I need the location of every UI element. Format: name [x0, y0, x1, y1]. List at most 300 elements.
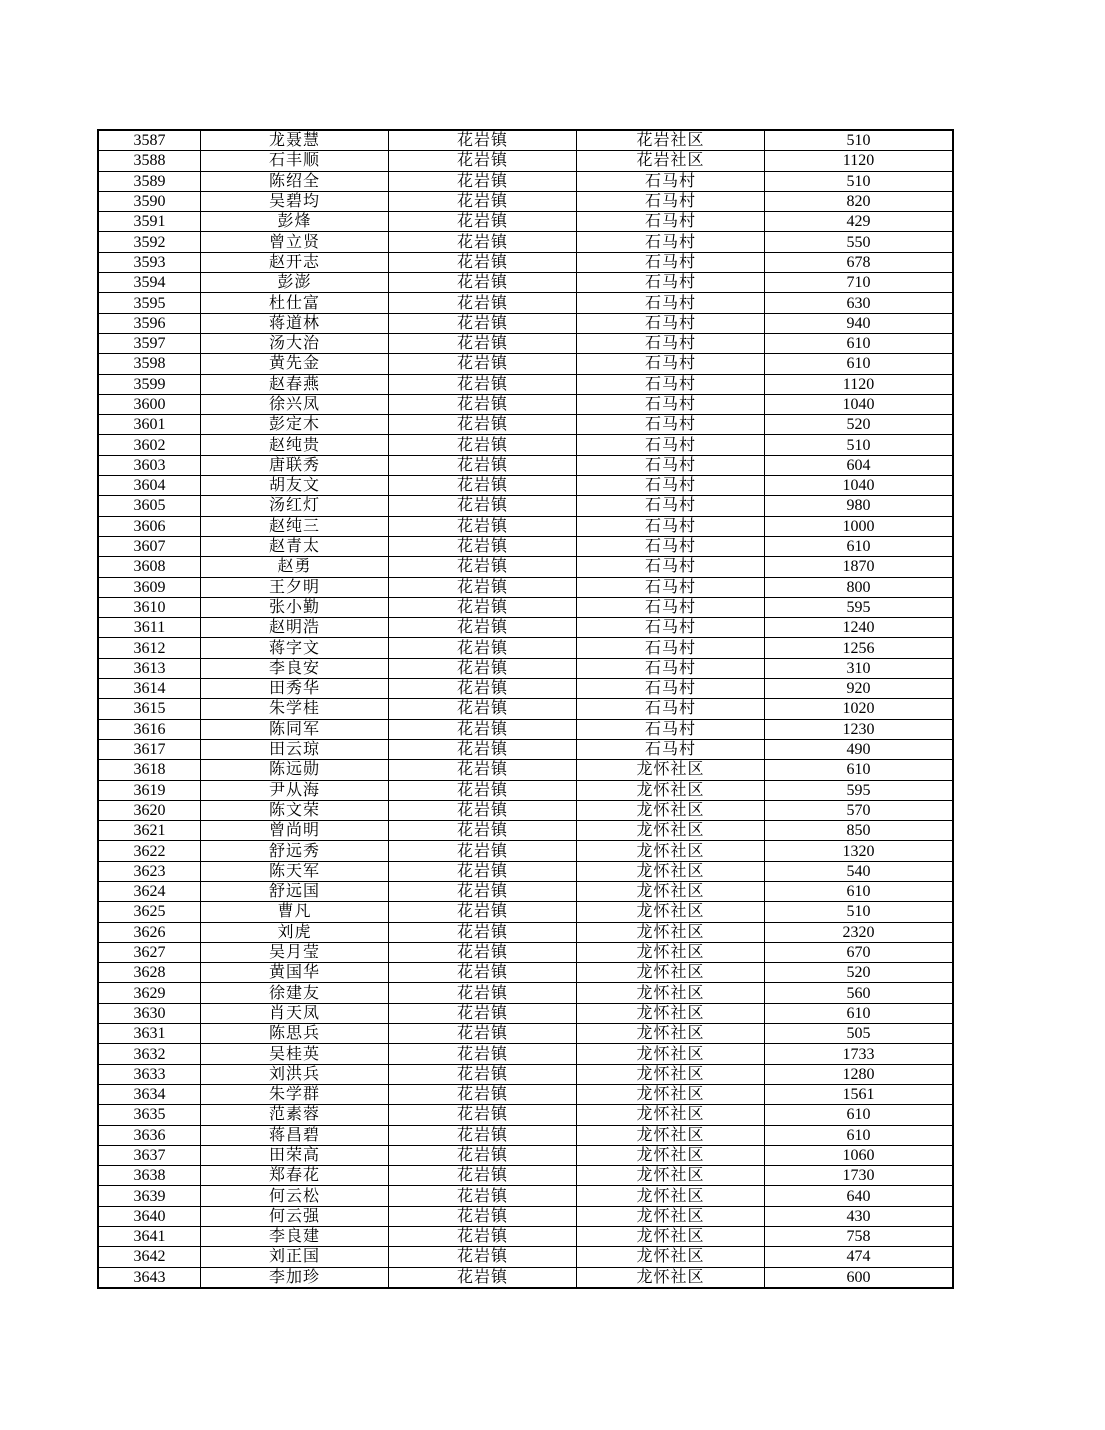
town-cell: 花岩镇: [389, 942, 577, 962]
table-row: [98, 1186, 953, 1206]
name-cell: 李加珍: [201, 1267, 389, 1288]
name-cell: 汤红灯: [201, 496, 389, 516]
table-row: [98, 1064, 953, 1084]
table-row: [98, 1206, 953, 1226]
row-number-cell: 3600: [98, 394, 201, 414]
amount-cell: 550: [765, 232, 954, 252]
name-cell: 王夕明: [201, 577, 389, 597]
name-cell: 刘虎: [201, 922, 389, 942]
table-row: [98, 557, 953, 577]
table-row: [98, 313, 953, 333]
row-number-cell: 3629: [98, 983, 201, 1003]
name-cell: 郑春花: [201, 1166, 389, 1186]
village-cell: 花岩社区: [577, 130, 765, 151]
name-cell: 陈绍全: [201, 171, 389, 191]
row-number-cell: 3608: [98, 557, 201, 577]
village-cell: 石马村: [577, 232, 765, 252]
name-cell: 张小勤: [201, 597, 389, 617]
town-cell: 花岩镇: [389, 1227, 577, 1247]
town-cell: 花岩镇: [389, 638, 577, 658]
row-number-cell: 3641: [98, 1227, 201, 1247]
town-cell: 花岩镇: [389, 577, 577, 597]
town-cell: 花岩镇: [389, 1044, 577, 1064]
village-cell: 龙怀社区: [577, 1003, 765, 1023]
village-cell: 龙怀社区: [577, 902, 765, 922]
table-row: [98, 1084, 953, 1104]
row-number-cell: 3616: [98, 719, 201, 739]
amount-cell: 610: [765, 333, 954, 353]
row-number-cell: 3626: [98, 922, 201, 942]
amount-cell: 510: [765, 435, 954, 455]
name-cell: 彭定木: [201, 415, 389, 435]
row-number-cell: 3638: [98, 1166, 201, 1186]
table-row: [98, 983, 953, 1003]
table-row: [98, 1227, 953, 1247]
town-cell: 花岩镇: [389, 293, 577, 313]
row-number-cell: 3630: [98, 1003, 201, 1023]
amount-cell: 1280: [765, 1064, 954, 1084]
name-cell: 舒远国: [201, 881, 389, 901]
name-cell: 赵勇: [201, 557, 389, 577]
name-cell: 何云松: [201, 1186, 389, 1206]
amount-cell: 600: [765, 1267, 954, 1288]
table-row: [98, 861, 953, 881]
village-cell: 石马村: [577, 679, 765, 699]
row-number-cell: 3617: [98, 739, 201, 759]
name-cell: 赵纯贵: [201, 435, 389, 455]
name-cell: 朱学桂: [201, 699, 389, 719]
table-row: [98, 394, 953, 414]
row-number-cell: 3637: [98, 1145, 201, 1165]
table-row: [98, 1267, 953, 1288]
town-cell: 花岩镇: [389, 780, 577, 800]
amount-cell: 560: [765, 983, 954, 1003]
row-number-cell: 3635: [98, 1105, 201, 1125]
row-number-cell: 3609: [98, 577, 201, 597]
amount-cell: 505: [765, 1024, 954, 1044]
village-cell: 石马村: [577, 496, 765, 516]
town-cell: 花岩镇: [389, 1166, 577, 1186]
town-cell: 花岩镇: [389, 597, 577, 617]
table-row: [98, 415, 953, 435]
name-cell: 尹从海: [201, 780, 389, 800]
village-cell: 龙怀社区: [577, 1084, 765, 1104]
village-cell: 龙怀社区: [577, 1125, 765, 1145]
town-cell: 花岩镇: [389, 273, 577, 293]
table-row: [98, 435, 953, 455]
table-row: [98, 821, 953, 841]
village-cell: 花岩社区: [577, 151, 765, 171]
name-cell: 徐建友: [201, 983, 389, 1003]
name-cell: 蒋昌碧: [201, 1125, 389, 1145]
village-cell: 石马村: [577, 536, 765, 556]
amount-cell: 610: [765, 536, 954, 556]
row-number-cell: 3611: [98, 618, 201, 638]
town-cell: 花岩镇: [389, 1145, 577, 1165]
amount-cell: 1120: [765, 151, 954, 171]
table-row: [98, 1003, 953, 1023]
amount-cell: 800: [765, 577, 954, 597]
name-cell: 赵开志: [201, 252, 389, 272]
table-row: [98, 922, 953, 942]
amount-cell: 430: [765, 1206, 954, 1226]
row-number-cell: 3605: [98, 496, 201, 516]
amount-cell: 490: [765, 739, 954, 759]
village-cell: 龙怀社区: [577, 1024, 765, 1044]
row-number-cell: 3593: [98, 252, 201, 272]
village-cell: 龙怀社区: [577, 983, 765, 1003]
amount-cell: 510: [765, 130, 954, 151]
amount-cell: 595: [765, 780, 954, 800]
name-cell: 吴碧均: [201, 191, 389, 211]
row-number-cell: 3634: [98, 1084, 201, 1104]
village-cell: 石马村: [577, 577, 765, 597]
name-cell: 曾尚明: [201, 821, 389, 841]
table-row: [98, 252, 953, 272]
town-cell: 花岩镇: [389, 516, 577, 536]
village-cell: 龙怀社区: [577, 861, 765, 881]
table-row: [98, 476, 953, 496]
town-cell: 花岩镇: [389, 1064, 577, 1084]
name-cell: 肖天凤: [201, 1003, 389, 1023]
village-cell: 石马村: [577, 252, 765, 272]
amount-cell: 1060: [765, 1145, 954, 1165]
row-number-cell: 3615: [98, 699, 201, 719]
village-cell: 龙怀社区: [577, 821, 765, 841]
amount-cell: 510: [765, 171, 954, 191]
amount-cell: 1040: [765, 394, 954, 414]
row-number-cell: 3631: [98, 1024, 201, 1044]
table-row: [98, 699, 953, 719]
town-cell: 花岩镇: [389, 658, 577, 678]
table-row: [98, 1247, 953, 1267]
name-cell: 陈思兵: [201, 1024, 389, 1044]
row-number-cell: 3620: [98, 800, 201, 820]
village-cell: 石马村: [577, 455, 765, 475]
row-number-cell: 3597: [98, 333, 201, 353]
village-cell: 龙怀社区: [577, 760, 765, 780]
town-cell: 花岩镇: [389, 1206, 577, 1226]
village-cell: 龙怀社区: [577, 1267, 765, 1288]
village-cell: 龙怀社区: [577, 1044, 765, 1064]
row-number-cell: 3636: [98, 1125, 201, 1145]
town-cell: 花岩镇: [389, 333, 577, 353]
name-cell: 刘洪兵: [201, 1064, 389, 1084]
row-number-cell: 3613: [98, 658, 201, 678]
amount-cell: 1240: [765, 618, 954, 638]
town-cell: 花岩镇: [389, 374, 577, 394]
table-row: [98, 232, 953, 252]
village-cell: 龙怀社区: [577, 800, 765, 820]
name-cell: 刘正国: [201, 1247, 389, 1267]
village-cell: 石马村: [577, 638, 765, 658]
amount-cell: 1561: [765, 1084, 954, 1104]
amount-cell: 610: [765, 1003, 954, 1023]
row-number-cell: 3589: [98, 171, 201, 191]
row-number-cell: 3603: [98, 455, 201, 475]
table-row: [98, 963, 953, 983]
village-cell: 石马村: [577, 597, 765, 617]
row-number-cell: 3607: [98, 536, 201, 556]
amount-cell: 610: [765, 354, 954, 374]
row-number-cell: 3621: [98, 821, 201, 841]
amount-cell: 920: [765, 679, 954, 699]
amount-cell: 640: [765, 1186, 954, 1206]
name-cell: 胡友文: [201, 476, 389, 496]
table-row: [98, 333, 953, 353]
town-cell: 花岩镇: [389, 1125, 577, 1145]
village-cell: 龙怀社区: [577, 1166, 765, 1186]
town-cell: 花岩镇: [389, 1003, 577, 1023]
name-cell: 吴桂英: [201, 1044, 389, 1064]
town-cell: 花岩镇: [389, 557, 577, 577]
town-cell: 花岩镇: [389, 191, 577, 211]
row-number-cell: 3595: [98, 293, 201, 313]
table-row: [98, 171, 953, 191]
amount-cell: 1040: [765, 476, 954, 496]
row-number-cell: 3622: [98, 841, 201, 861]
name-cell: 彭烽: [201, 212, 389, 232]
name-cell: 黄国华: [201, 963, 389, 983]
amount-cell: 604: [765, 455, 954, 475]
row-number-cell: 3588: [98, 151, 201, 171]
table-row: [98, 719, 953, 739]
table-row: [98, 881, 953, 901]
amount-cell: 1870: [765, 557, 954, 577]
town-cell: 花岩镇: [389, 841, 577, 861]
amount-cell: 678: [765, 252, 954, 272]
amount-cell: 940: [765, 313, 954, 333]
name-cell: 曾立贤: [201, 232, 389, 252]
town-cell: 花岩镇: [389, 1105, 577, 1125]
name-cell: 蒋道林: [201, 313, 389, 333]
table-row: [98, 942, 953, 962]
town-cell: 花岩镇: [389, 1084, 577, 1104]
row-number-cell: 3632: [98, 1044, 201, 1064]
amount-cell: 758: [765, 1227, 954, 1247]
town-cell: 花岩镇: [389, 435, 577, 455]
table-row: [98, 191, 953, 211]
village-cell: 石马村: [577, 739, 765, 759]
table-row: [98, 618, 953, 638]
village-cell: 石马村: [577, 415, 765, 435]
village-cell: 石马村: [577, 719, 765, 739]
amount-cell: 1320: [765, 841, 954, 861]
amount-cell: 610: [765, 1105, 954, 1125]
amount-cell: 850: [765, 821, 954, 841]
village-cell: 龙怀社区: [577, 942, 765, 962]
row-number-cell: 3627: [98, 942, 201, 962]
table-row: [98, 1125, 953, 1145]
table-row: [98, 354, 953, 374]
village-cell: 龙怀社区: [577, 1206, 765, 1226]
town-cell: 花岩镇: [389, 618, 577, 638]
village-cell: 石马村: [577, 273, 765, 293]
village-cell: 石马村: [577, 394, 765, 414]
village-cell: 龙怀社区: [577, 841, 765, 861]
amount-cell: 310: [765, 658, 954, 678]
town-cell: 花岩镇: [389, 679, 577, 699]
row-number-cell: 3594: [98, 273, 201, 293]
town-cell: 花岩镇: [389, 171, 577, 191]
name-cell: 曹凡: [201, 902, 389, 922]
name-cell: 赵明浩: [201, 618, 389, 638]
amount-cell: 595: [765, 597, 954, 617]
table-row: [98, 780, 953, 800]
row-number-cell: 3599: [98, 374, 201, 394]
village-cell: 石马村: [577, 699, 765, 719]
row-number-cell: 3643: [98, 1267, 201, 1288]
table-row: [98, 1105, 953, 1125]
row-number-cell: 3596: [98, 313, 201, 333]
village-cell: 石马村: [577, 476, 765, 496]
amount-cell: 980: [765, 496, 954, 516]
table-row: [98, 760, 953, 780]
row-number-cell: 3591: [98, 212, 201, 232]
town-cell: 花岩镇: [389, 821, 577, 841]
table-row: [98, 130, 953, 151]
village-cell: 龙怀社区: [577, 780, 765, 800]
row-number-cell: 3592: [98, 232, 201, 252]
row-number-cell: 3604: [98, 476, 201, 496]
amount-cell: 610: [765, 1125, 954, 1145]
village-cell: 龙怀社区: [577, 1064, 765, 1084]
amount-cell: 1733: [765, 1044, 954, 1064]
town-cell: 花岩镇: [389, 861, 577, 881]
village-cell: 石马村: [577, 435, 765, 455]
amount-cell: 429: [765, 212, 954, 232]
name-cell: 杜仕富: [201, 293, 389, 313]
table-row: [98, 516, 953, 536]
name-cell: 何云强: [201, 1206, 389, 1226]
name-cell: 李良安: [201, 658, 389, 678]
town-cell: 花岩镇: [389, 212, 577, 232]
name-cell: 徐兴凤: [201, 394, 389, 414]
table-row: [98, 902, 953, 922]
name-cell: 彭澎: [201, 273, 389, 293]
village-cell: 龙怀社区: [577, 881, 765, 901]
village-cell: 石马村: [577, 333, 765, 353]
town-cell: 花岩镇: [389, 130, 577, 151]
village-cell: 龙怀社区: [577, 1247, 765, 1267]
town-cell: 花岩镇: [389, 739, 577, 759]
amount-cell: 710: [765, 273, 954, 293]
amount-cell: 540: [765, 861, 954, 881]
town-cell: 花岩镇: [389, 455, 577, 475]
village-cell: 龙怀社区: [577, 1186, 765, 1206]
row-number-cell: 3602: [98, 435, 201, 455]
row-number-cell: 3614: [98, 679, 201, 699]
village-cell: 石马村: [577, 557, 765, 577]
table-row: [98, 800, 953, 820]
name-cell: 汤大治: [201, 333, 389, 353]
amount-cell: 1120: [765, 374, 954, 394]
row-number-cell: 3625: [98, 902, 201, 922]
village-cell: 石马村: [577, 516, 765, 536]
row-number-cell: 3618: [98, 760, 201, 780]
row-number-cell: 3619: [98, 780, 201, 800]
amount-cell: 630: [765, 293, 954, 313]
name-cell: 陈远勋: [201, 760, 389, 780]
name-cell: 吴月莹: [201, 942, 389, 962]
village-cell: 石马村: [577, 313, 765, 333]
table-row: [98, 1024, 953, 1044]
amount-cell: 670: [765, 942, 954, 962]
name-cell: 舒远秀: [201, 841, 389, 861]
village-cell: 石马村: [577, 212, 765, 232]
town-cell: 花岩镇: [389, 313, 577, 333]
name-cell: 陈同军: [201, 719, 389, 739]
name-cell: 陈天军: [201, 861, 389, 881]
row-number-cell: 3623: [98, 861, 201, 881]
row-number-cell: 3587: [98, 130, 201, 151]
table-row: [98, 577, 953, 597]
table-row: [98, 679, 953, 699]
town-cell: 花岩镇: [389, 476, 577, 496]
table-row: [98, 658, 953, 678]
table-row: [98, 739, 953, 759]
name-cell: 石丰顺: [201, 151, 389, 171]
town-cell: 花岩镇: [389, 881, 577, 901]
table-row: [98, 151, 953, 171]
table-row: [98, 455, 953, 475]
table-row: [98, 293, 953, 313]
table-row: [98, 597, 953, 617]
village-cell: 龙怀社区: [577, 1105, 765, 1125]
name-cell: 田云琼: [201, 739, 389, 759]
town-cell: 花岩镇: [389, 1024, 577, 1044]
town-cell: 花岩镇: [389, 394, 577, 414]
name-cell: 赵纯三: [201, 516, 389, 536]
name-cell: 赵青太: [201, 536, 389, 556]
village-cell: 石马村: [577, 374, 765, 394]
data-table: [97, 129, 954, 1289]
table-row: [98, 496, 953, 516]
table-row: [98, 1044, 953, 1064]
name-cell: 田秀华: [201, 679, 389, 699]
town-cell: 花岩镇: [389, 1267, 577, 1288]
village-cell: 石马村: [577, 191, 765, 211]
name-cell: 唐联秀: [201, 455, 389, 475]
row-number-cell: 3610: [98, 597, 201, 617]
town-cell: 花岩镇: [389, 1247, 577, 1267]
name-cell: 黄先金: [201, 354, 389, 374]
village-cell: 龙怀社区: [577, 1227, 765, 1247]
town-cell: 花岩镇: [389, 719, 577, 739]
row-number-cell: 3639: [98, 1186, 201, 1206]
town-cell: 花岩镇: [389, 252, 577, 272]
town-cell: 花岩镇: [389, 415, 577, 435]
town-cell: 花岩镇: [389, 963, 577, 983]
name-cell: 田荣高: [201, 1145, 389, 1165]
village-cell: 石马村: [577, 354, 765, 374]
row-number-cell: 3633: [98, 1064, 201, 1084]
amount-cell: 474: [765, 1247, 954, 1267]
amount-cell: 520: [765, 963, 954, 983]
name-cell: 范素蓉: [201, 1105, 389, 1125]
name-cell: 陈文荣: [201, 800, 389, 820]
row-number-cell: 3601: [98, 415, 201, 435]
table-row: [98, 374, 953, 394]
village-cell: 石马村: [577, 171, 765, 191]
village-cell: 石马村: [577, 658, 765, 678]
table-row: [98, 638, 953, 658]
town-cell: 花岩镇: [389, 496, 577, 516]
name-cell: 赵春燕: [201, 374, 389, 394]
table-body: [98, 130, 953, 1288]
amount-cell: 1256: [765, 638, 954, 658]
town-cell: 花岩镇: [389, 536, 577, 556]
